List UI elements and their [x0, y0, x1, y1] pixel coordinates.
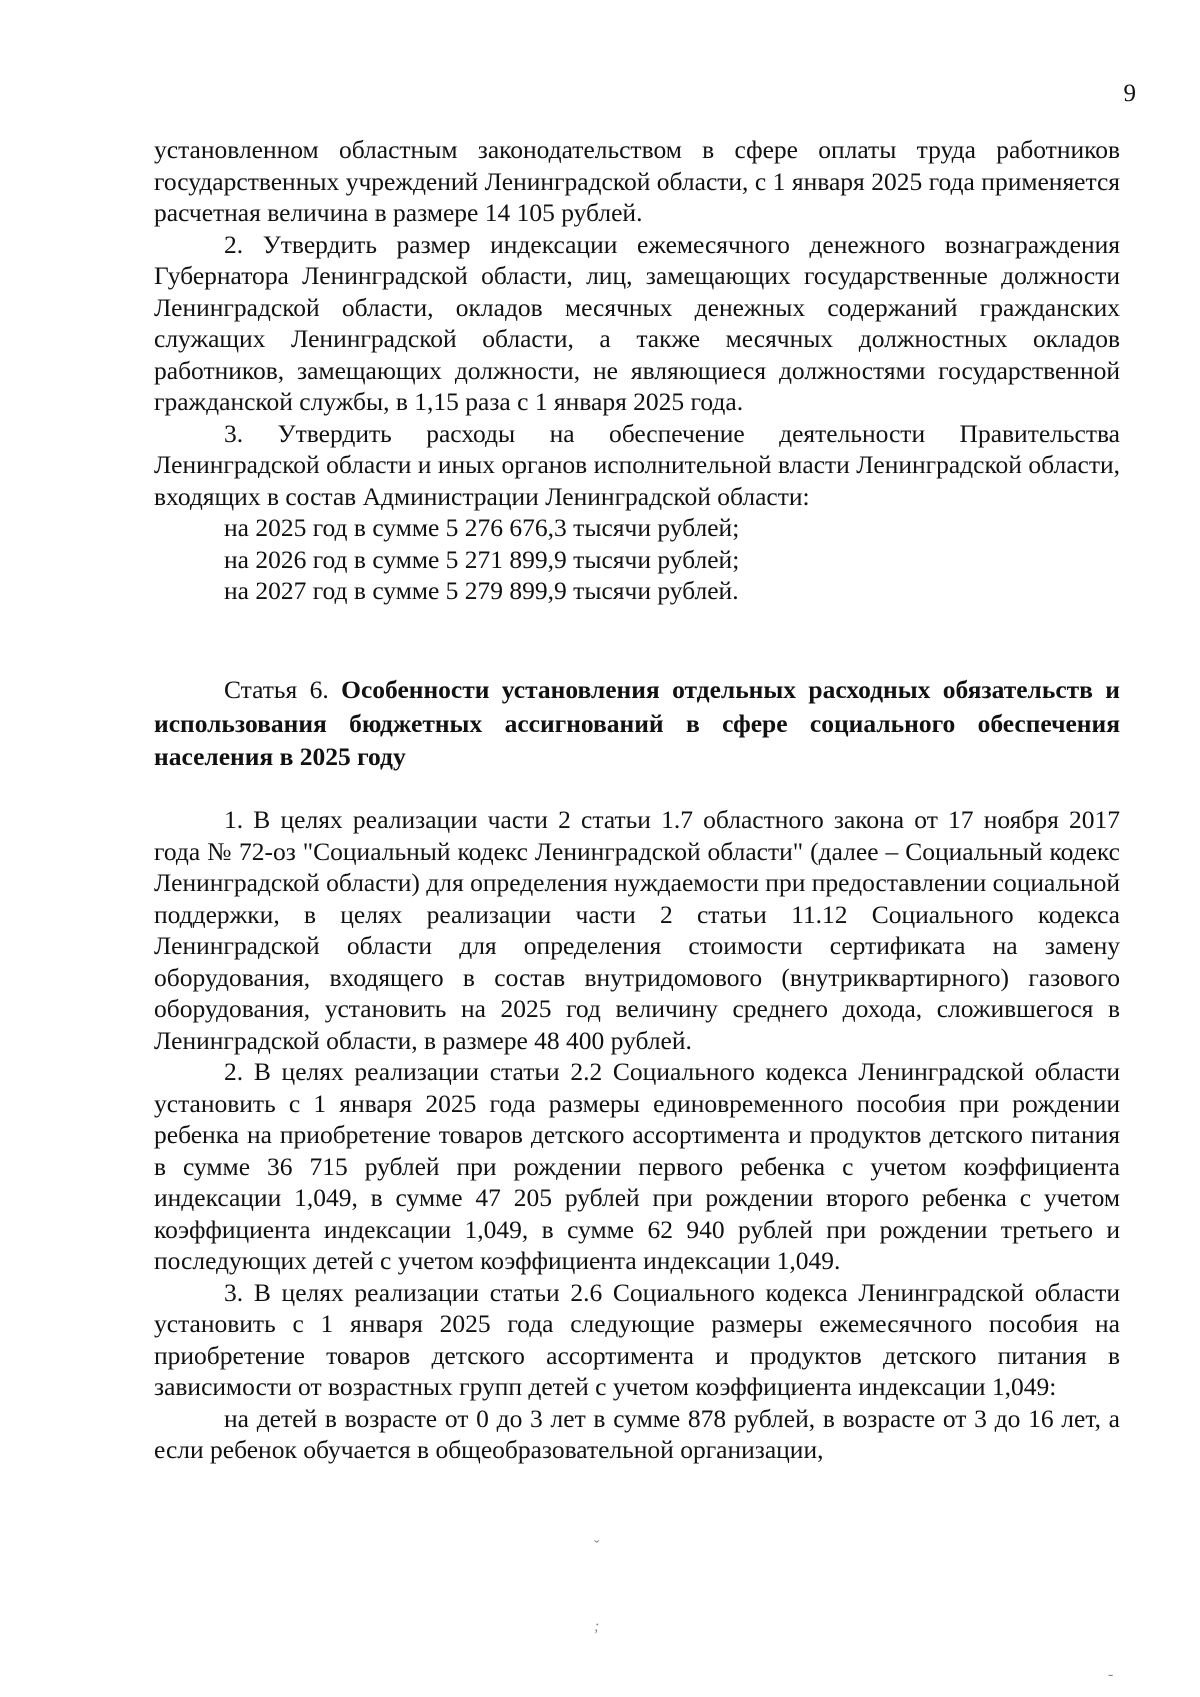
page-number: 9 [1123, 80, 1136, 107]
expense-line-2027: на 2027 год в сумме 5 279 899,9 тысячи рублей. [224, 576, 739, 605]
scan-mark: ; [594, 1618, 600, 1635]
article-paragraph-2: 2. В целях реализации статьи 2.2 Социального кодекса Ленинградской области установить с 1 января 2025 года размеры единовременного пособия при рождении ребенка на приобретение товаров детского ассортимента и продуктов детского питания в сумме 36 715 рублей при рождении первого ребенка с учетом коэффициента индексации 1,049, в сумме 47 205 рублей при рождении второго ребенка с учетом коэффициента индексации 1,049, в сумме 62 940 рублей при рождении третьего и последующих детей с учетом коэффициента индексации 1,049. [154, 1057, 1120, 1275]
expense-line-2026: на 2026 год в сумме 5 271 899,9 тысячи рублей; [224, 544, 740, 574]
article-body [154, 804, 1120, 1466]
article-paragraph-3: 3. В целях реализации статьи 2.6 Социального кодекса Ленинградской области установить с 1 января 2025 года следующие размеры ежемесячного пособия на приобретение товаров детского ассортимента и продуктов детского питания в зависимости от возрастных групп детей с учетом коэффициента индексации 1,049: [154, 1277, 1120, 1401]
paragraph-2: 2. Утвердить размер индексации ежемесячного денежного вознаграждения Губернатора Ленинградской области, лиц, замещающих государственные должности Ленинградской области, окладов месячных денежных содержаний гражданских служащих Ленинградской области, а также месячных должностных окладов работников, замещающих должности, не являющиеся должностями государственной гражданской службы, в 1,15 раза с 1 января 2025 года. [154, 229, 1120, 416]
article-label: Статья 6. [224, 675, 329, 704]
article-paragraph-4: на детей в возрасте от 0 до 3 лет в сумме 878 рублей, в возрасте от 3 до 16 лет, а если ребенок обучается в общеобразовательной организации, [154, 1403, 1120, 1464]
expense-line-2025: на 2025 год в сумме 5 276 676,3 тысячи рублей; [224, 513, 740, 542]
article-title: Особенности установления отдельных расходных обязательств и использования бюджетных ассигнований в сфере социального обеспечения населения в 2025 году [154, 675, 1121, 771]
top-section [154, 134, 1120, 607]
paragraph-continuation: установленном областным законодательством в сфере оплаты труда работников государственных учреждений Ленинградской области, с 1 января 2025 года применяется расчетная величина в размере 14 105 рублей. [154, 135, 1120, 227]
article-heading [154, 673, 1120, 774]
article-paragraph-1: 1. В целях реализации части 2 статьи 1.7 областного закона от 17 ноября 2017 года № 72-оз "Социальный кодекс Ленинградской области" (далее – Социальный кодекс Ленинградской области) для определения нуждаемости при предоставлении социальной поддержки, в целях реализации части 2 статьи 11.12 Социального кодекса Ленинградской области для определения стоимости сертификата на замену оборудования, входящего в состав внутридомового (внутриквартирного) газового оборудования, установить на 2025 год величину среднего дохода, сложившегося в Ленинградской области, в размере 48 400 рублей. [154, 805, 1120, 1055]
paragraph-3: 3. Утвердить расходы на обеспечение деятельности Правительства Ленинградской области и иных органов исполнительной власти Ленинградской области, входящих в состав Администрации Ленинградской области: [154, 418, 1120, 511]
scan-mark: ˇ [594, 1538, 600, 1555]
scan-mark: - [1108, 1666, 1114, 1683]
